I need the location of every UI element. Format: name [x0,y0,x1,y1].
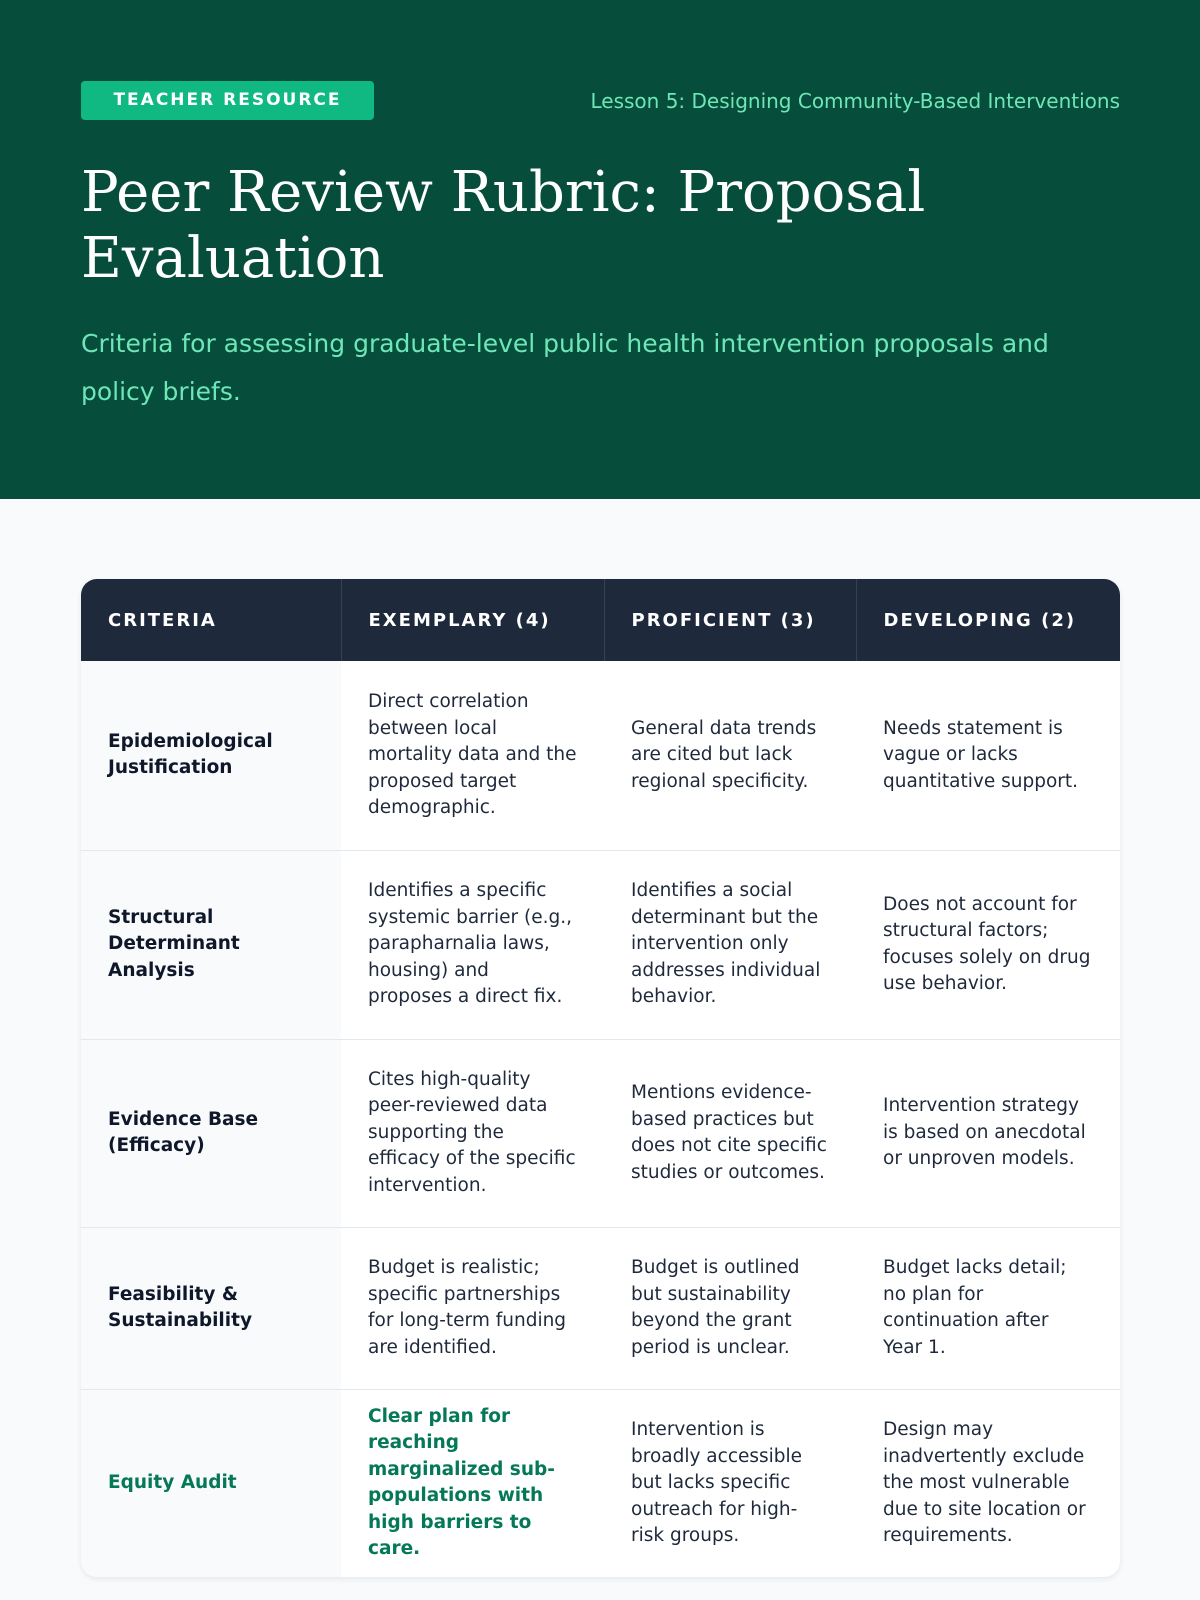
criteria-cell: Evidence Base (Efficacy) [81,1039,341,1227]
criteria-cell: Structural Determinant Analysis [81,850,341,1039]
developing-cell: Does not account for structural factors; focuses solely on drug use behavior. [856,850,1120,1039]
criteria-cell: Equity Audit [81,1389,341,1577]
rubric-header [81,579,1120,661]
exemplary-cell: Budget is realistic; specific partnerships for long-term funding are identified. [341,1227,604,1389]
proficient-cell: Intervention is broadly accessible but lacks specific outreach for high-risk groups. [604,1389,856,1577]
proficient-cell: Identifies a social determinant but the intervention only addresses individual behavior. [604,850,856,1039]
rubric-table-card [81,579,1120,1577]
column-header-proficient: PROFICIENT (3) [604,579,856,661]
table-row [81,661,1120,850]
column-header-criteria: CRITERIA [81,579,341,661]
developing-cell: Intervention strategy is based on anecdotal or unproven models. [856,1039,1120,1227]
teacher-resource-badge: TEACHER RESOURCE [81,81,374,120]
rubric-body [81,661,1120,1577]
table-row [81,1389,1120,1577]
exemplary-cell: Identifies a specific systemic barrier (e.g., parapharnalia laws, housing) and proposes a direct fix. [341,850,604,1039]
page-title: Peer Review Rubric: Proposal Evaluation [81,160,926,291]
column-header-developing: DEVELOPING (2) [856,579,1120,661]
criteria-cell: Feasibility & Sustainability [81,1227,341,1389]
page-subtitle: Criteria for assessing graduate-level public health intervention proposals and policy briefs. [81,329,1049,406]
exemplary-cell: Cites high-quality peer-reviewed data supporting the efficacy of the specific intervention. [341,1039,604,1227]
rubric-table [81,579,1120,1577]
exemplary-cell: Clear plan for reaching marginalized sub-populations with high barriers to care. [341,1389,604,1577]
table-row [81,1039,1120,1227]
proficient-cell: Budget is outlined but sustainability beyond the grant period is unclear. [604,1227,856,1389]
exemplary-cell: Direct correlation between local mortality data and the proposed target demographic. [368,691,577,818]
table-row [81,850,1120,1039]
page-header [0,0,1200,499]
criteria-cell: Epidemiological Justification [81,661,341,850]
table-row [81,1227,1120,1389]
developing-cell: Needs statement is vague or lacks quantitative support. [883,717,1079,792]
column-header-exemplary: EXEMPLARY (4) [341,579,604,661]
proficient-cell: General data trends are cited but lack regional specificity. [631,717,817,792]
rubric-header-row [81,579,1120,661]
developing-cell: Budget lacks detail; no plan for continuation after Year 1. [856,1227,1120,1389]
developing-cell: Design may inadvertently exclude the most vulnerable due to site location or requirements. [856,1389,1120,1577]
lesson-label: Lesson 5: Designing Community-Based Interventions [590,89,1120,113]
proficient-cell: Mentions evidence-based practices but does not cite specific studies or outcomes. [604,1039,856,1227]
